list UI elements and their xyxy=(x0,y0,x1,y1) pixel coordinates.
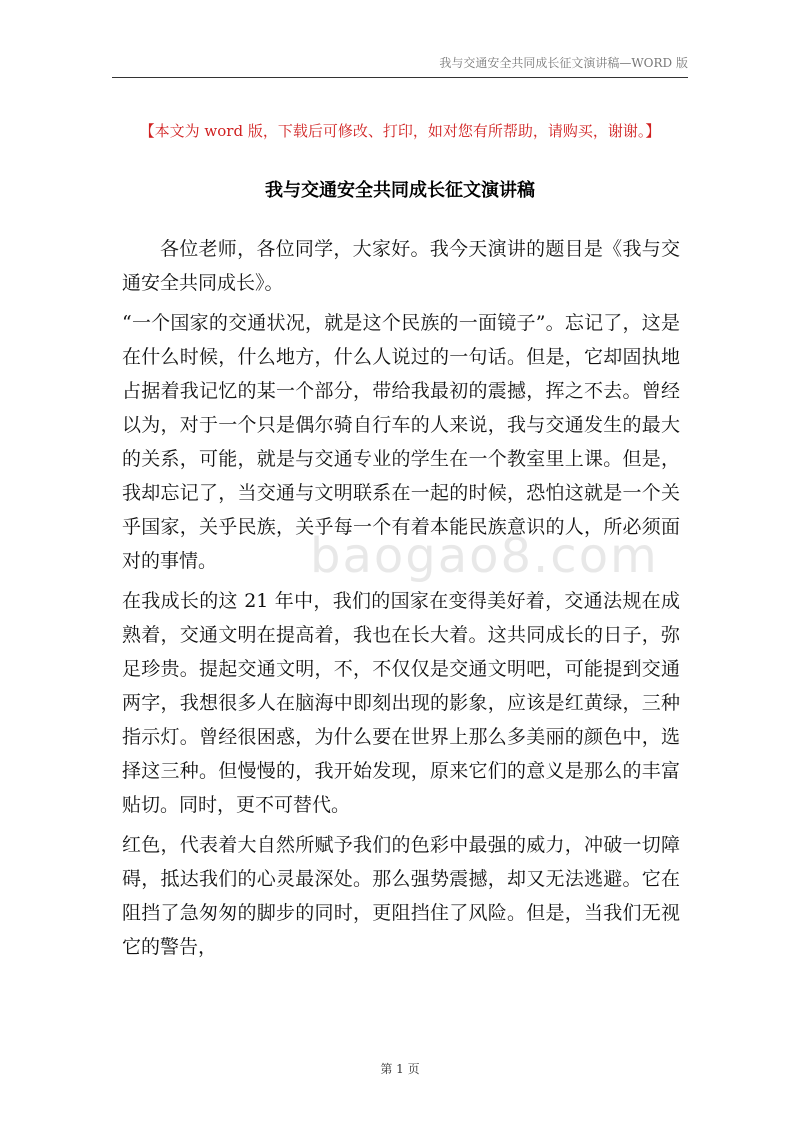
paragraph: 各位老师，各位同学，大家好。我今天演讲的题目是《我与交通安全共同成长》。 xyxy=(122,238,680,294)
paragraph: “一个国家的交通状况，就是这个民族的一面镜子”。忘记了，这是在什么时候，什么地方，什么人说过的一句话。但是，它却固执地占据着我记忆的某一个部分，带给我最初的震撼，挥之不去。曾经以为，对于一个只是偶尔骑自行车的人来说，我与交通发生的最大的关系，可能，就是与交通专业的学生在一个教室里上课。但是，我却忘记了，当交通与文明联系在一起的时候，恐怕这就是一个关乎国家，关乎民族，关乎每一个有着本能民族意识的人，所必须面对的事情。 xyxy=(122,312,680,572)
paragraph: 红色，代表着大自然所赋予我们的色彩中最强的威力，冲破一切障碍，抵达我们的心灵最深处。那么强势震撼，却又无法逃避。它在阻挡了急匆匆的脚步的同时，更阻挡住了风险。但是，当我们无视它的警告， xyxy=(122,834,680,958)
download-notice: 【本文为 word 版，下载后可修改、打印，如对您有所帮助，请购买，谢谢。】 xyxy=(139,122,661,140)
header-title: 我与交通安全共同成长征文演讲稿—WORD 版 xyxy=(439,56,688,70)
page-number: 第 1 页 xyxy=(380,1062,420,1076)
page-header xyxy=(112,54,688,78)
watermark: baogao8.com xyxy=(310,528,659,584)
document-title: 我与交通安全共同成长征文演讲稿 xyxy=(265,180,535,201)
document-body xyxy=(122,232,680,970)
paragraph: 在我成长的这 21 年中，我们的国家在变得美好着，交通法规在成熟着，交通文明在提高着，我也在长大着。这共同成长的日子，弥足珍贵。提起交通文明，不，不仅仅是交通文明吧，可能提到交通两字，我想很多人在脑海中即刻出现的影象，应该是红黄绿，三种指示灯。曾经很困惑，为什么要在世界上那么多美丽的颜色中，选择这三种。但慢慢的，我开始发现，原来它们的意义是那么的丰富贴切。同时，更不可替代。 xyxy=(122,590,680,816)
